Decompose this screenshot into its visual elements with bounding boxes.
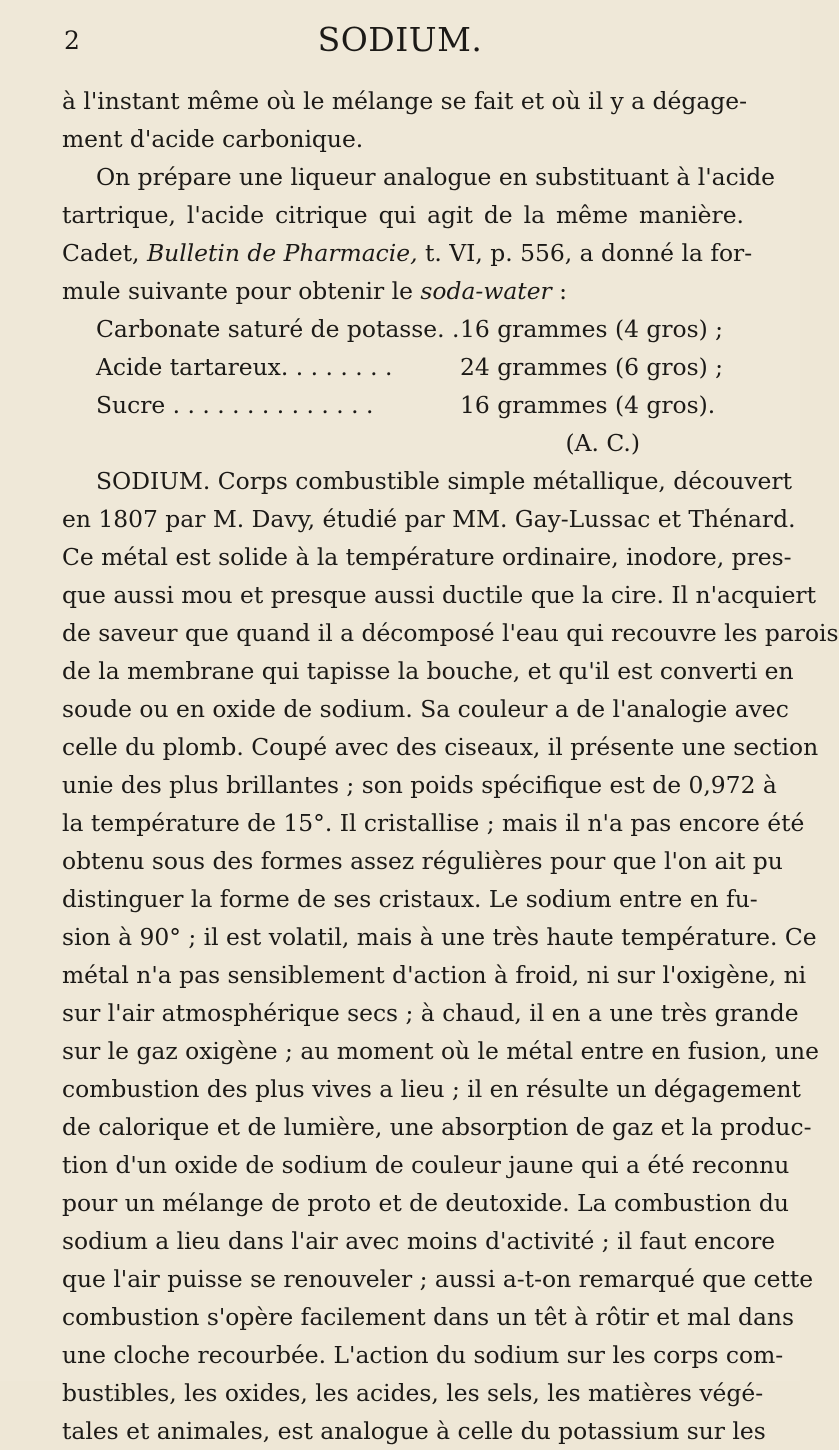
recipe-amount: 16 grammes (4 gros). [460, 391, 716, 419]
text-line: de calorique et de lumière, une absorption de gaz et la produc- [62, 1113, 812, 1141]
text-line: ment d'acide carbonique. [62, 125, 364, 153]
text-line: sur le gaz oxigène ; au moment où le métal entre en fusion, une [62, 1037, 819, 1065]
entry-headword: SODIUM. [96, 467, 211, 495]
text-line: sodium a lieu dans l'air avec moins d'activité ; il faut encore [62, 1227, 776, 1255]
text-line: la température de 15°. Il cristallise ; mais il n'a pas encore été [62, 809, 805, 837]
recipe-amount: 16 grammes (4 gros) ; [460, 315, 724, 343]
recipe-ingredient: Sucre . . . . . . . . . . . . . . [96, 391, 374, 419]
recipe-ingredient: Carbonate saturé de potasse. . [96, 315, 460, 343]
text-line: tartrique, l'acide citrique qui agit de la même manière. [62, 201, 744, 229]
text-line: sur l'air atmosphérique secs ; à chaud, il en a une très grande [62, 999, 799, 1027]
text-line: que aussi mou et presque aussi ductile que la cire. Il n'acquiert [62, 581, 817, 609]
recipe-line [62, 310, 744, 348]
term-soda-water: soda-water [420, 277, 552, 305]
recipe-ingredient: Acide tartareux. . . . . . . . [96, 353, 393, 381]
text-line: combustion des plus vives a lieu ; il en résulte un dégagement [62, 1075, 801, 1103]
text-line: métal n'a pas sensiblement d'action à froid, ni sur l'oxigène, ni [62, 961, 807, 989]
author-name: Cadet, [62, 239, 147, 267]
text-line: une cloche recourbée. L'action du sodium sur les corps com- [62, 1341, 784, 1369]
text-line: distinguer la forme de ses cristaux. Le sodium entre en fu- [62, 885, 758, 913]
text-line: soude ou en oxide de sodium. Sa couleur a de l'analogie avec [62, 695, 789, 723]
text-line: pour un mélange de proto et de deutoxide. La combustion du [62, 1189, 789, 1217]
citation-ref: t. VI, p. 556, a donné la for- [417, 239, 753, 267]
text-line: On prépare une liqueur analogue en substituant à l'acide [96, 163, 776, 191]
text-line: en 1807 par M. Davy, étudié par MM. Gay-Lussac et Thénard. [62, 505, 796, 533]
page-body [62, 82, 839, 1450]
text-fragment: Corps combustible simple métallique, découvert [210, 467, 792, 495]
author-signature: (A. C.) [565, 429, 640, 457]
text-line: celle du plomb. Coupé avec des ciseaux, il présente une section [62, 733, 819, 761]
recipe-line [62, 348, 744, 386]
text-line: tales et animales, est analogue à celle du potassium sur les [62, 1417, 766, 1445]
recipe-amount: 24 grammes (6 gros) ; [460, 353, 724, 381]
text-line: tion d'un oxide de sodium de couleur jaune qui a été reconnu [62, 1151, 790, 1179]
recipe-line [62, 386, 744, 424]
text-fragment: mule suivante pour obtenir le [62, 277, 421, 305]
text-line: combustion s'opère facilement dans un têt à rôtir et mal dans [62, 1303, 794, 1331]
entry-first-line [62, 462, 792, 500]
text-line: de saveur que quand il a décomposé l'eau qui recouvre les parois [62, 619, 839, 647]
running-title: SODIUM. [317, 20, 483, 59]
text-line [62, 272, 744, 310]
text-fragment: : [551, 277, 568, 305]
text-line: Ce métal est solide à la température ordinaire, inodore, pres- [62, 543, 792, 571]
text-line: sion à 90° ; il est volatil, mais à une très haute température. Ce [62, 923, 817, 951]
text-line: bustibles, les oxides, les acides, les sels, les matières végé- [62, 1379, 764, 1407]
text-line: que l'air puisse se renouveler ; aussi a-t-on remarqué que cette [62, 1265, 814, 1293]
text-line: unie des plus brillantes ; son poids spécifique est de 0,972 à [62, 771, 777, 799]
text-line [62, 234, 753, 272]
page-header [0, 16, 800, 76]
citation-title: Bulletin de Pharmacie, [146, 239, 418, 267]
text-line: à l'instant même où le mélange se fait et où il y a dégage- [62, 87, 748, 115]
page-number: 2 [64, 26, 80, 55]
text-line: de la membrane qui tapisse la bouche, et qu'il est converti en [62, 657, 794, 685]
text-line: obtenu sous des formes assez régulières pour que l'on ait pu [62, 847, 783, 875]
